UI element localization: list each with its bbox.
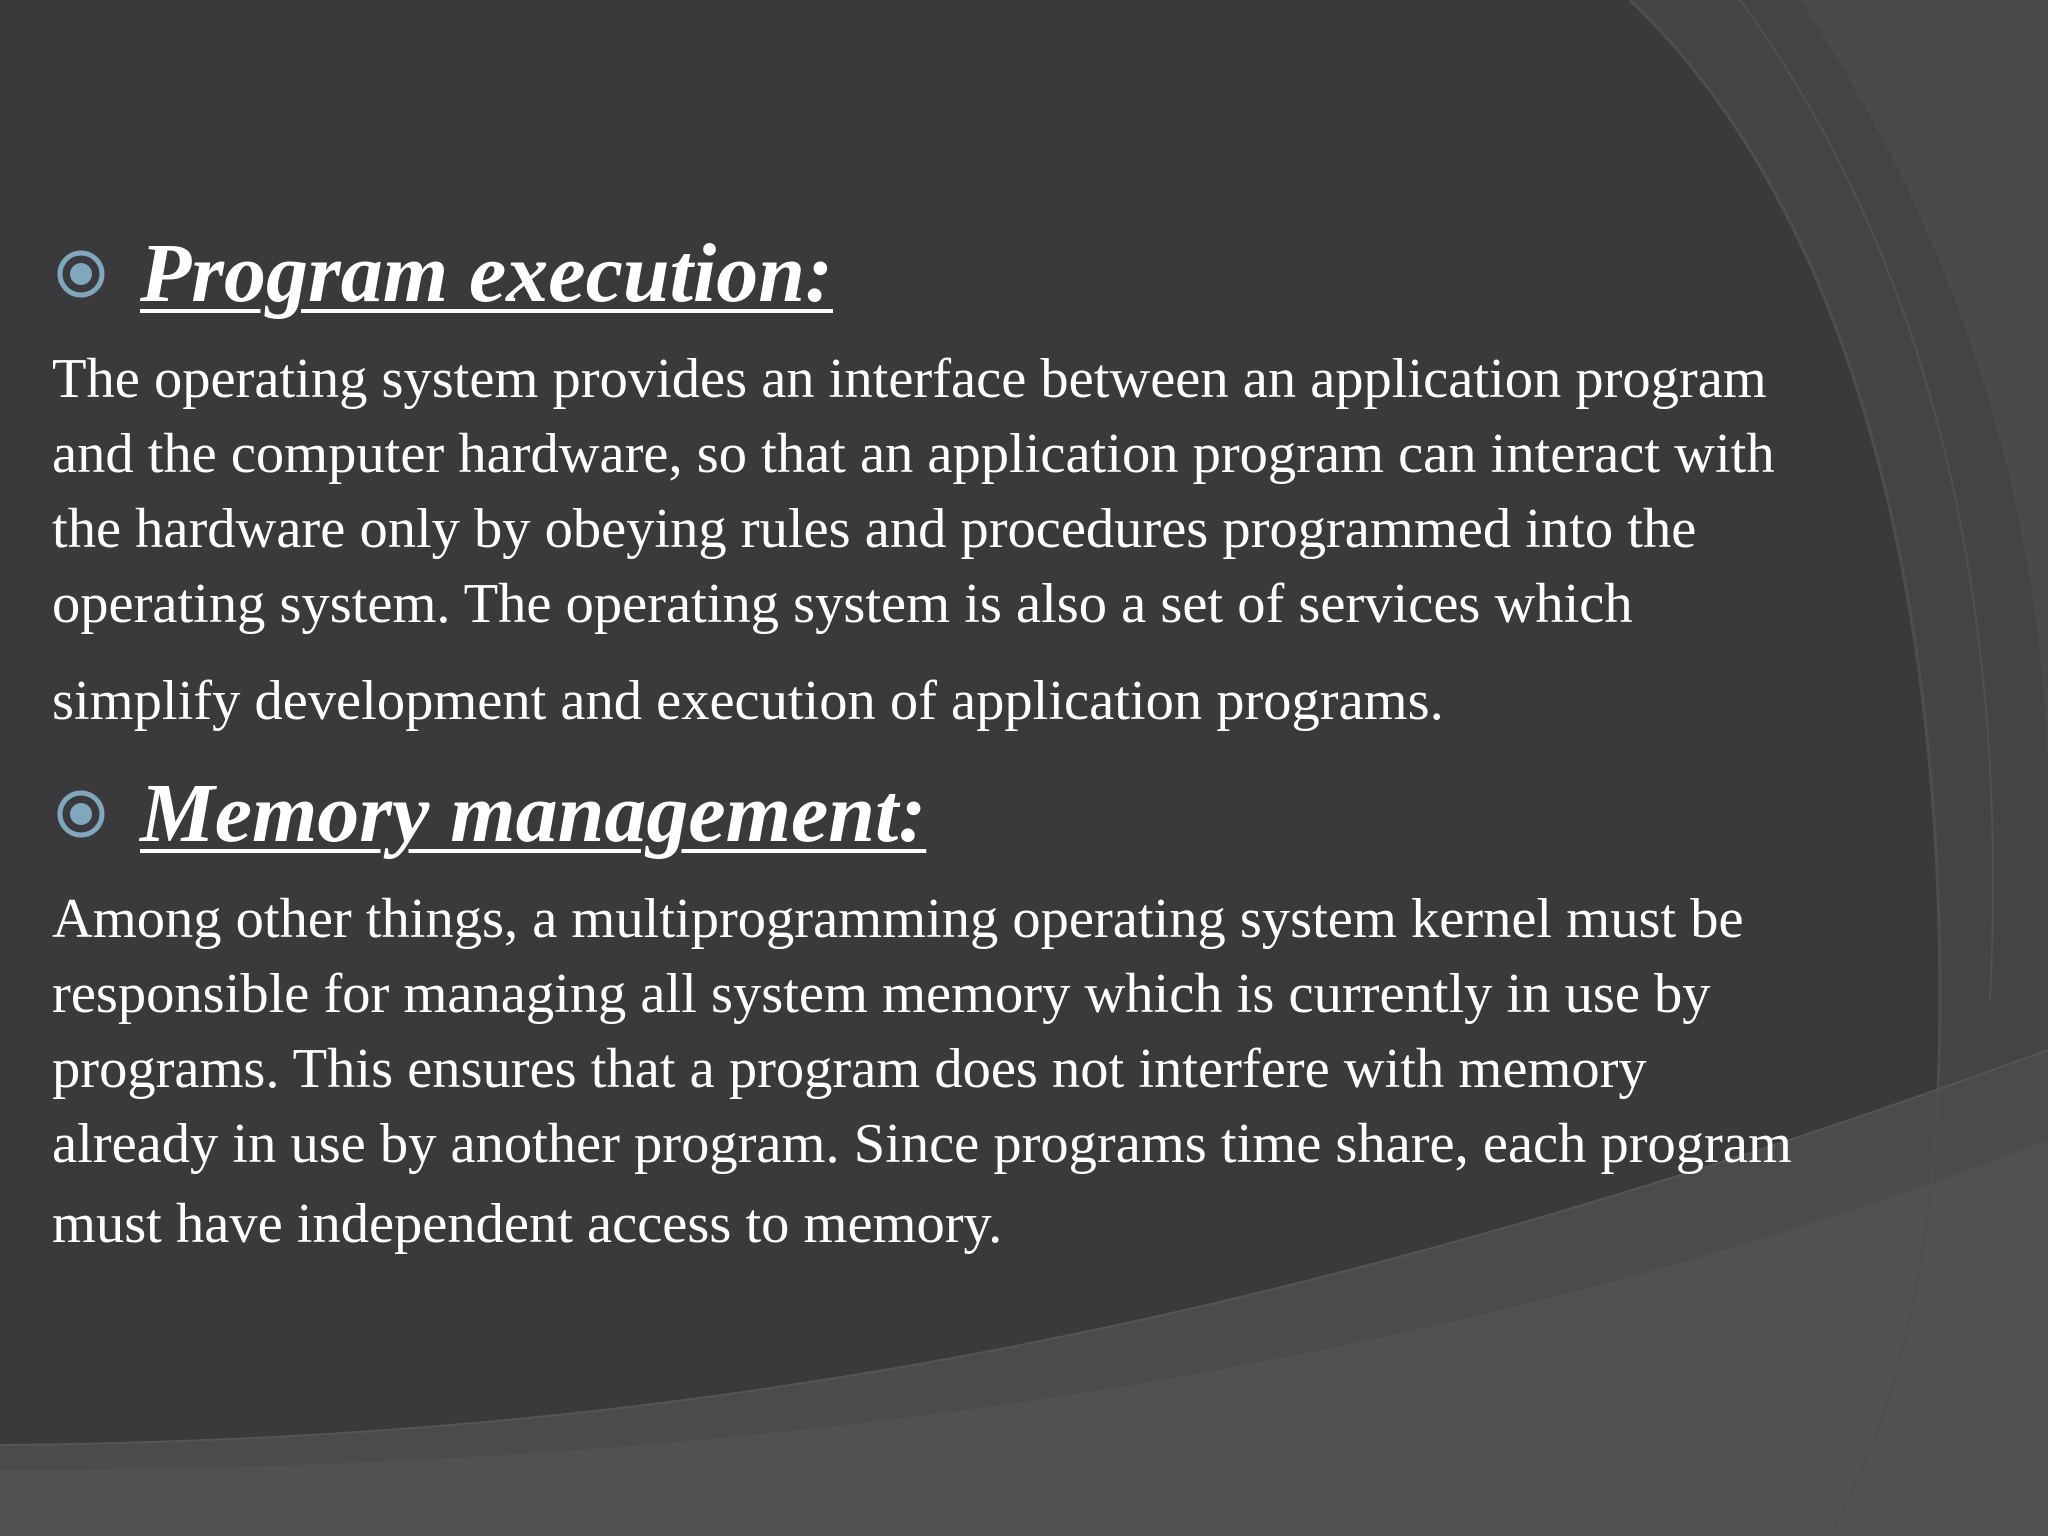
paragraph-line: simplify development and execution of application programs. (52, 670, 1444, 732)
paragraph-line: and the computer hardware, so that an application program can interact with (52, 423, 1775, 485)
paragraph-line: programs. This ensures that a program does not interfere with memory (52, 1038, 1647, 1100)
paragraph-line: operating system. The operating system is also a set of services which (52, 573, 1633, 635)
section-heading-program-execution (56, 227, 833, 320)
paragraph-line: The operating system provides an interface between an application program (52, 348, 1767, 410)
section-heading-memory-management (56, 767, 927, 860)
paragraph-line: must have independent access to memory. (52, 1193, 1003, 1255)
circled-dot-bullet-icon (56, 789, 106, 839)
paragraph-line: Among other things, a multiprogramming operating system kernel must be (52, 888, 1744, 950)
paragraph-line: the hardware only by obeying rules and procedures programmed into the (52, 498, 1697, 560)
paragraph-line: already in use by another program. Since programs time share, each program (52, 1113, 1792, 1175)
paragraph-memory-management (52, 882, 2012, 1262)
paragraph-line: responsible for managing all system memory which is currently in use by (52, 963, 1711, 1025)
paragraph-program-execution (52, 342, 2012, 739)
circled-dot-bullet-icon (56, 249, 106, 299)
heading-text: Program execution: (140, 227, 833, 320)
heading-text: Memory management: (140, 767, 927, 860)
